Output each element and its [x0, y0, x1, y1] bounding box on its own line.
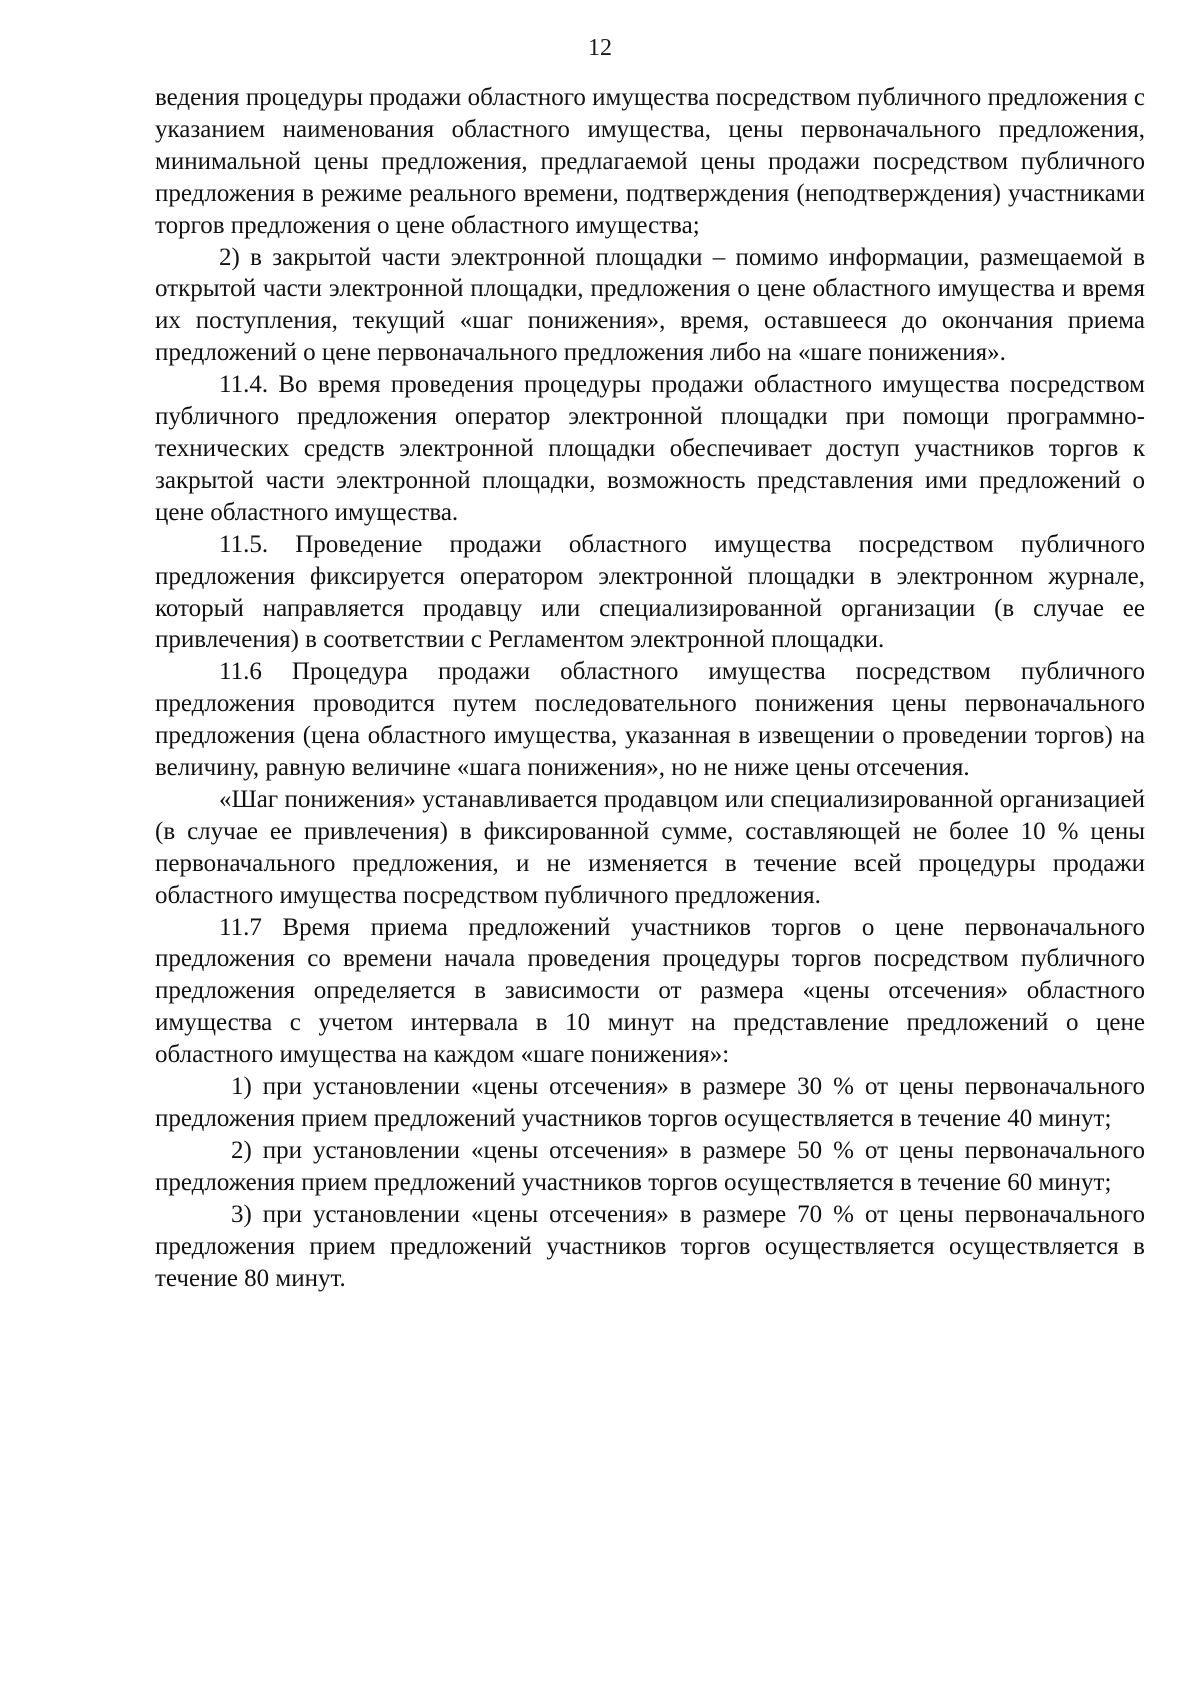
- paragraph-11-7: 11.7 Время приема предложений участников торгов о цене первоначального предложения со времени начала проведения процедуры торгов посредством публичного предложения определяется в зависимости от размера «цены отсечения» областного имущества с учетом интервала в 10 минут на представление предложений о цене областного имущества на каждом «шаге понижения»:: [155, 913, 1145, 1069]
- document-body: [155, 82, 1145, 1294]
- paragraph-item-2: 2) в закрытой части электронной площадки – помимо информации, размещаемой в открытой части электронной площадки, предложения о цене областного имущества и время их поступления, текущий «шаг понижения», время, оставшееся до окончания приема предложений о цене первоначального предложения либо на «шаге понижения».: [155, 243, 1145, 367]
- paragraph-option-3: 3) при установлении «цены отсечения» в размере 70 % от цены первоначального предложения прием предложений участников торгов осуществляется осуществляется в течение 80 минут.: [155, 1200, 1145, 1292]
- paragraph-option-1: 1) при установлении «цены отсечения» в размере 30 % от цены первоначального предложения прием предложений участников торгов осуществляется в течение 40 минут;: [155, 1073, 1145, 1132]
- paragraph-11-5: 11.5. Проведение продажи областного имущества посредством публичного предложения фиксируется оператором электронной площадки в электронном журнале, который направляется продавцу или специализированной организации (в случае ее привлечения) в соответствии с Регламентом электронной площадки.: [155, 530, 1145, 654]
- paragraph-continuation: ведения процедуры продажи областного имущества посредством публичного предложения с указанием наименования областного имущества, цены первоначального предложения, минимальной цены предложения, предлагаемой цены продажи посредством публичного предложения в режиме реального времени, подтверждения (неподтверждения) участниками торгов предложения о цене областного имущества;: [155, 84, 1145, 239]
- page-number: 12: [588, 35, 612, 61]
- paragraph-step-definition: «Шаг понижения» устанавливается продавцом или специализированной организацией (в случае ее привлечения) в фиксированной сумме, составляющей не более 10 % цены первоначального предложения, и не изменяется в течение всей процедуры продажи областного имущества посредством публичного предложения.: [155, 785, 1145, 909]
- paragraph-11-6: 11.6 Процедура продажи областного имущества посредством публичного предложения проводится путем последовательного понижения цены первоначального предложения (цена областного имущества, указанная в извещении о проведении торгов) на величину, равную величине «шага понижения», но не ниже цены отсечения.: [155, 658, 1145, 782]
- paragraph-11-4: 11.4. Во время проведения процедуры продажи областного имущества посредством публичного предложения оператор электронной площадки при помощи программно-технических средств электронной площадки обеспечивает доступ участников торгов к закрытой части электронной площадки, возможность представления ими предложений о цене областного имущества.: [155, 371, 1145, 526]
- paragraph-option-2: 2) при установлении «цены отсечения» в размере 50 % от цены первоначального предложения прием предложений участников торгов осуществляется в течение 60 минут;: [155, 1136, 1145, 1196]
